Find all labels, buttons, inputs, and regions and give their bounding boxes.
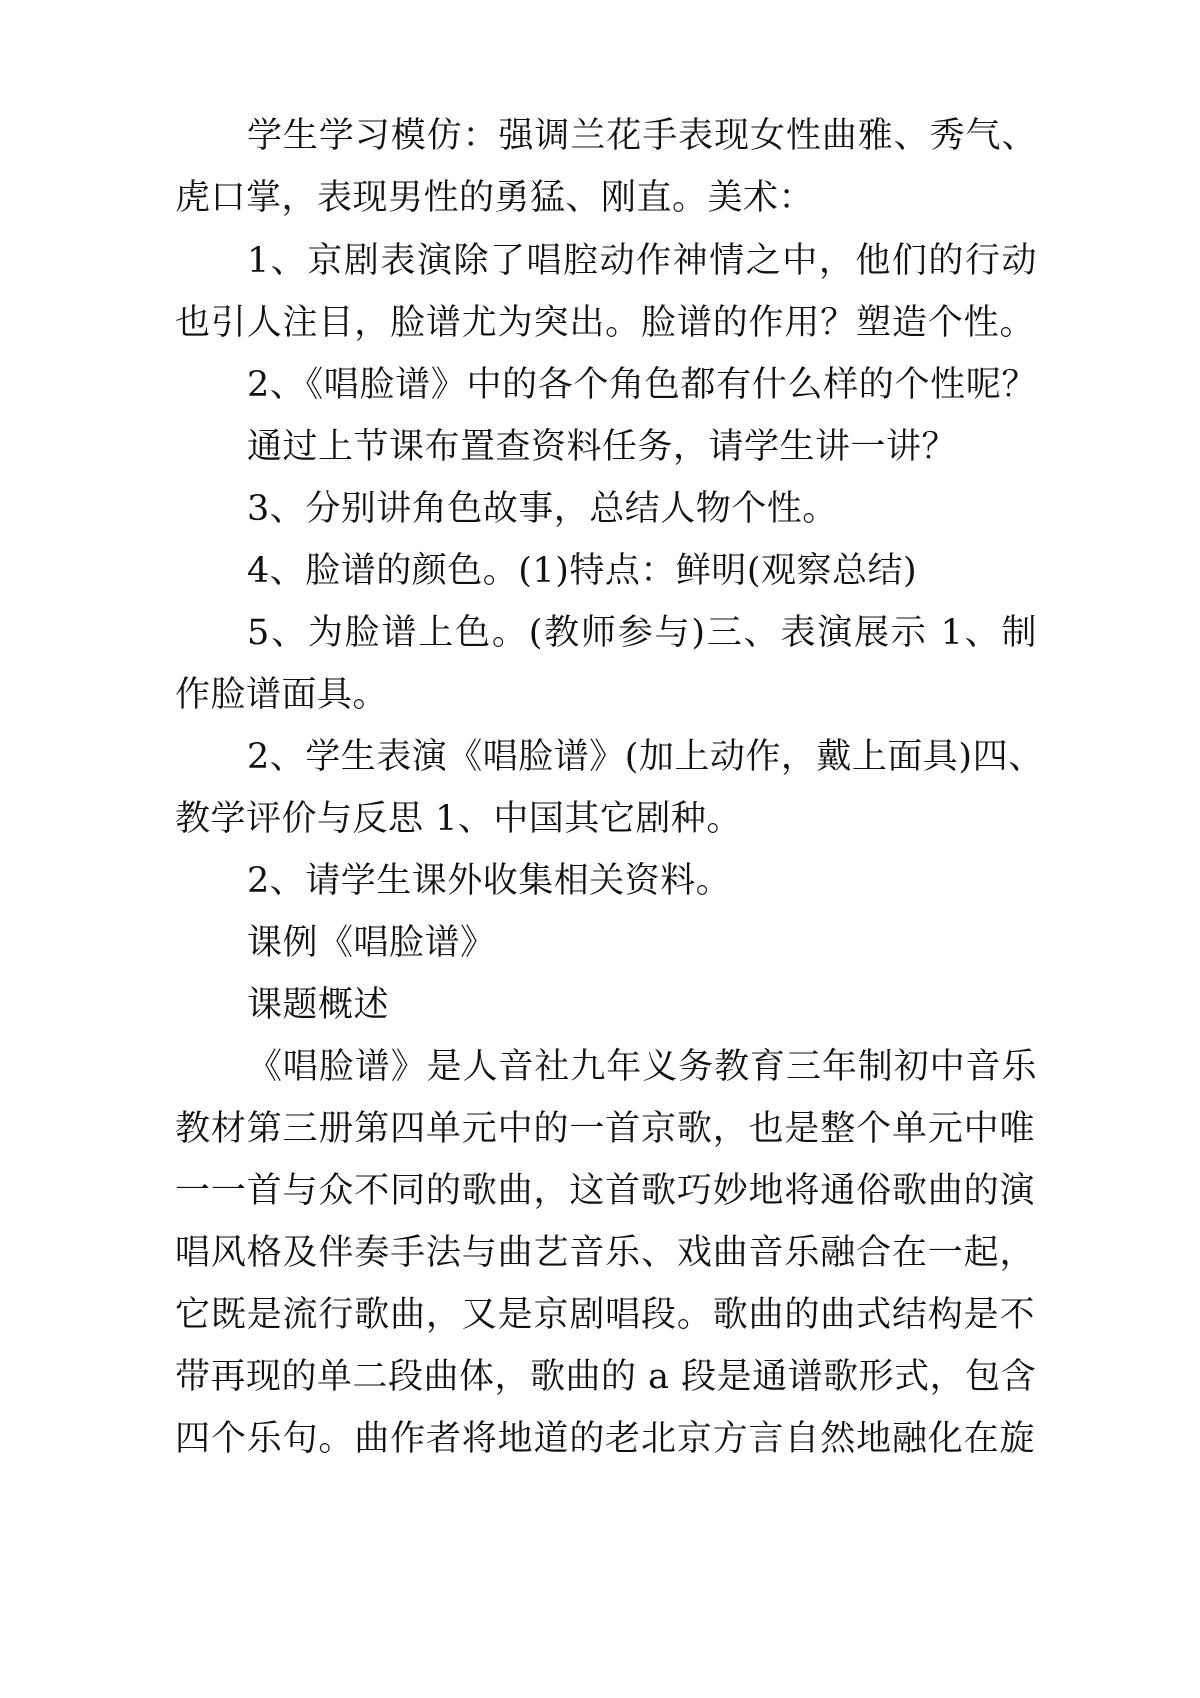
text-line: 4、脸谱的颜色。(1)特点：鲜明(观察总结) (247, 551, 918, 591)
text-line: 通过上节课布置查资料任务，请学生讲一讲？ (247, 427, 958, 467)
text-line: 一一首与众不同的歌曲，这首歌巧妙地将通俗歌曲的演 (175, 1171, 1035, 1211)
text-line: 带再现的单二段曲体，歌曲的 a 段是通谱歌形式，包含 (175, 1357, 1037, 1397)
text-line: 2、学生表演《唱脸谱》(加上动作，戴上面具)四、 (247, 737, 1044, 777)
text-line: 1、京剧表演除了唱腔动作神情之中，他们的行动 (247, 241, 1037, 281)
text-line: 课题概述 (247, 985, 390, 1025)
text-line: 教材第三册第四单元中的一首京歌，也是整个单元中唯 (175, 1109, 1035, 1149)
text-line: 虎口掌，表现男性的勇猛、刚直。美术： (175, 178, 815, 218)
text-line: 也引人注目，脸谱尤为突出。脸谱的作用？塑造个性。 (175, 303, 1035, 343)
text-line: 课例《唱脸谱》 (247, 923, 496, 963)
text-line: 四个乐句。曲作者将地道的老北京方言自然地融化在旋 (175, 1419, 1035, 1459)
text-line: 2、请学生课外收集相关资料。 (247, 861, 732, 901)
text-line: 唱风格及伴奏手法与曲艺音乐、戏曲音乐融合在一起， (175, 1233, 1035, 1273)
text-line: 作脸谱面具。 (175, 675, 389, 715)
text-line: 5、为脸谱上色。(教师参与)三、表演展示 1、制 (247, 613, 1037, 653)
text-line: 它既是流行歌曲，又是京剧唱段。歌曲的曲式结构是不 (175, 1295, 1035, 1335)
text-line: 学生学习模仿：强调兰花手表现女性曲雅、秀气、 (247, 116, 1037, 156)
text-line: 《唱脸谱》是人音社九年义务教育三年制初中音乐 (247, 1047, 1037, 1087)
text-line: 3、分别讲角色故事，总结人物个性。 (247, 489, 838, 529)
text-line: 教学评价与反思 1、中国其它剧种。 (175, 799, 742, 839)
text-line: 2、《唱脸谱》中的各个角色都有什么样的个性呢？ (247, 365, 1037, 405)
